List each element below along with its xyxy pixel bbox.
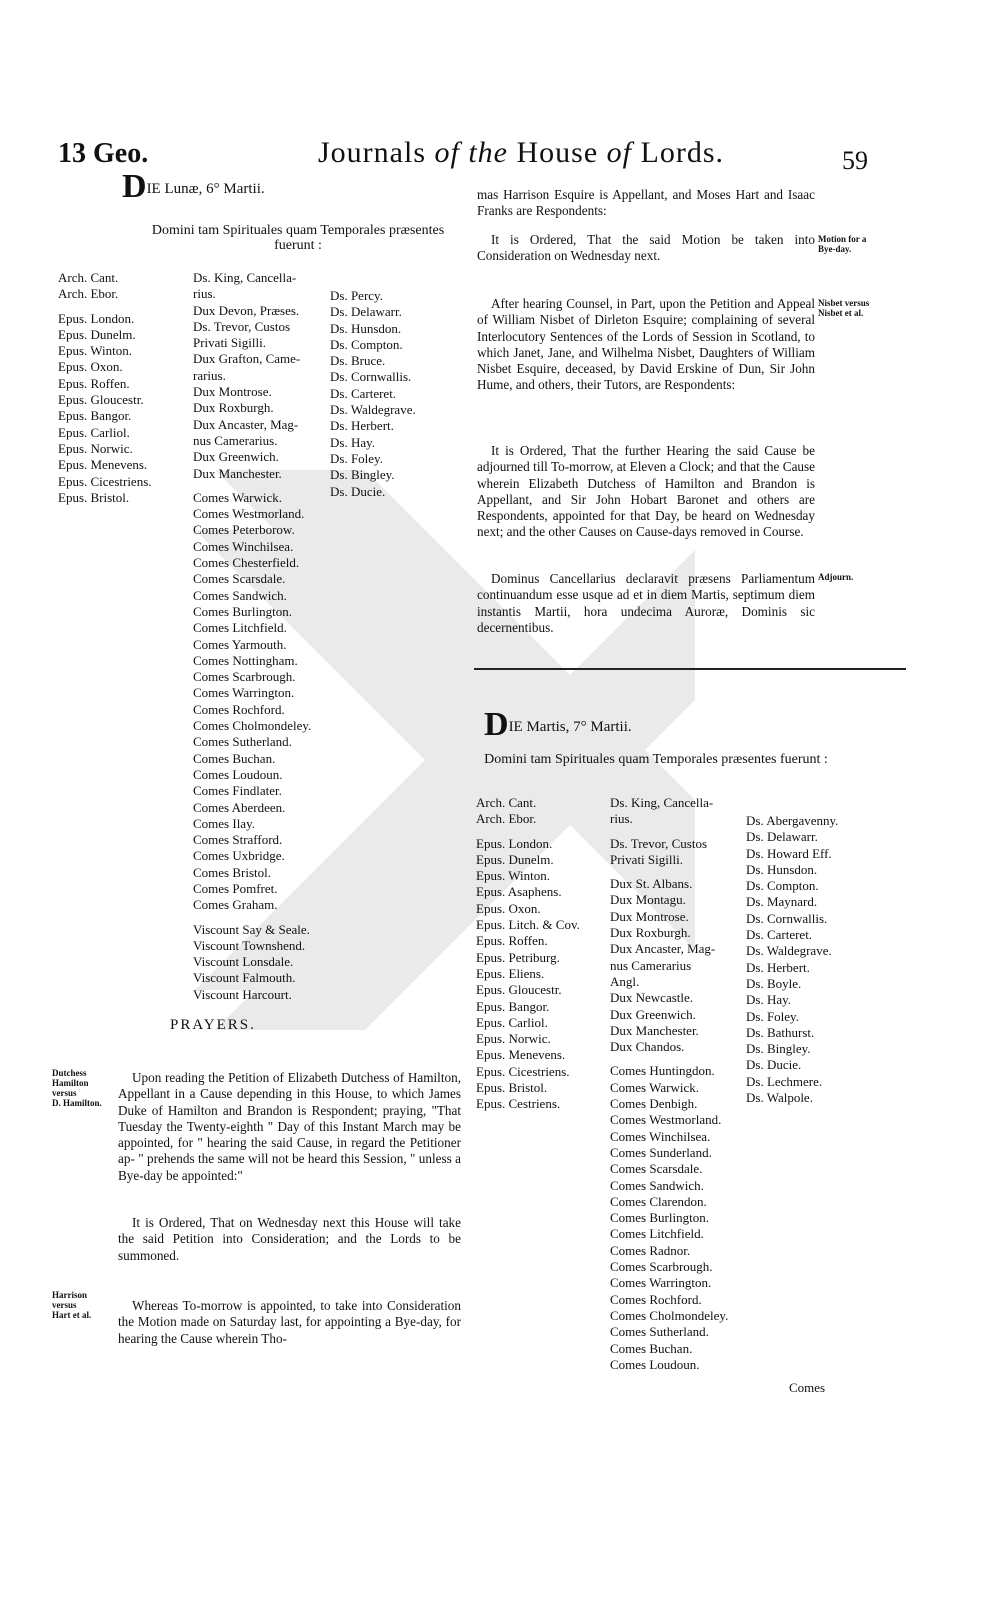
margin-note-line: Dutchess xyxy=(52,1068,87,1078)
title-word: Journals xyxy=(318,136,426,169)
drop-cap: D xyxy=(484,706,509,743)
attendee-entry: Comes Cholmondeley. xyxy=(610,1307,729,1323)
attendee-entry: Epus. Bangor. xyxy=(58,408,132,424)
attendee-entry: Dux Roxburgh. xyxy=(193,400,274,416)
attendee-entry: Ds. Maynard. xyxy=(746,894,818,910)
paragraph-text: It is Ordered, That the said Motion be taken into Consideration on Wednesday next. xyxy=(477,232,815,264)
attendee-entry: Epus. Dunelm. xyxy=(58,326,136,342)
attendee-entry: Epus. Winton. xyxy=(58,343,132,359)
attendee-entry: Arch. Cant. xyxy=(58,270,119,285)
paragraph-order-nisbet xyxy=(477,443,815,541)
title-word: of xyxy=(606,136,632,169)
attendee-entry: Ds. Bruce. xyxy=(330,353,386,369)
attendee-entry: Ds. Hay. xyxy=(330,434,376,450)
attendee-entry: Epus. Gloucestr. xyxy=(476,982,562,998)
attendee-entry: Epus. Eliens. xyxy=(476,965,545,981)
attendee-entry: Comes Loudoun. xyxy=(193,766,283,782)
margin-note-line: Harrison xyxy=(52,1290,87,1300)
paragraph-text: Dominus Cancellarius declaravit præsens Parliamentum continuandum esse usque ad et in diem Martis, septimum diem instantis Martii, hora undecima Auroræ, Dominis sic decernentibus. xyxy=(477,571,815,635)
attendee-entry: Ds. Hunsdon. xyxy=(746,861,818,877)
margin-note-hamilton xyxy=(52,1068,110,1108)
attendee-entry: Comes Winchilsea. xyxy=(610,1128,711,1144)
attendee-entry: Epus. Oxon. xyxy=(476,900,541,916)
attendee-entry: Comes Westmorland. xyxy=(610,1112,722,1128)
attendance-column-dukes-earls xyxy=(610,795,728,1373)
attendee-entry: Dux Grafton, Came- xyxy=(193,351,301,367)
attendee-entry: Ds. Abergavenny. xyxy=(746,813,839,828)
attendee-entry: Comes Chesterfield. xyxy=(193,555,300,571)
attendance-column-spiritual xyxy=(58,270,152,506)
attendee-entry: Angl. xyxy=(610,973,640,989)
attendee-entry: Ds. Waldegrave. xyxy=(330,402,416,418)
attendee-entry: Epus. Bristol. xyxy=(58,489,130,505)
attendee-entry: Dux Newcastle. xyxy=(610,990,694,1006)
attendee-entry: Ds. Trevor, Custos xyxy=(193,318,291,334)
attendee-entry: Epus. Carliol. xyxy=(476,1014,548,1030)
attendee-entry: Comes Burlington. xyxy=(610,1210,709,1226)
paragraph-text: It is Ordered, That the further Hearing the said Cause be adjourned till To-morrow, at Eleven a Clock; and that the Cause wherein Elizabeth Dutchess of Hamilton and Brandon is Appellant, and Sir John Hobart Baronet and others are Respondents, appointed for that Day, be heard on Wednesday next; and the other Causes on Cause-days removed in Course. xyxy=(477,443,815,540)
paragraph-text: Upon reading the Petition of Elizabeth Dutchess of Hamilton, Appellant in a Cause depending in this House, to which James Duke of Hamilton and Brandon is Respondent; praying, "That Tuesday the Twenty-eighth " Day of this Instant March may be appointed, for " hearing the said Cause, in regard the Petitioner ap- " prehends the same will not be heard this Session, " unless a Bye-day be appointed:" xyxy=(118,1070,461,1183)
paragraph-text: It is Ordered, That on Wednesday next this House will take the said Petition into Consideration; and the Lords to be summoned. xyxy=(118,1215,461,1263)
day-heading-martis xyxy=(484,706,632,743)
attendee-entry: Comes Ilay. xyxy=(193,815,255,831)
attendee-entry: Comes Clarendon. xyxy=(610,1193,707,1209)
page-number: 59 xyxy=(842,146,868,175)
attendee-entry: Ds. Foley. xyxy=(330,450,383,466)
attendee-entry: Dux Montrose. xyxy=(610,908,689,924)
attendee-entry: Ds. Compton. xyxy=(330,336,403,352)
attendee-entry: Viscount Lonsdale. xyxy=(193,954,294,970)
attendee-entry: Comes Rochford. xyxy=(610,1291,702,1307)
attendee-entry: Dux Montrose. xyxy=(193,384,272,400)
attendance-column-dukes-earls xyxy=(193,270,311,1003)
attendance-column-barons xyxy=(746,813,838,1106)
present-heading: Domini tam Spirituales quam Temporales præsentes fuerunt : xyxy=(484,752,828,767)
attendee-entry: Epus. London. xyxy=(58,310,135,326)
margin-note-line: D. Hamilton. xyxy=(52,1098,102,1108)
attendee-entry: Dux Manchester. xyxy=(610,1022,699,1038)
attendee-entry: Ds. Herbert. xyxy=(746,959,810,975)
attendee-entry: Epus. Asaphens. xyxy=(476,884,562,900)
attendee-entry: Dux Greenwich. xyxy=(193,449,279,465)
attendee-entry: Ds. Trevor, Custos xyxy=(610,835,708,851)
attendee-entry: Comes Aberdeen. xyxy=(193,799,286,815)
attendee-entry: Comes Litchfield. xyxy=(193,620,287,636)
prayers-heading: PRAYERS. xyxy=(170,1017,256,1033)
paragraph-text: mas Harrison Esquire is Appellant, and Moses Hart and Isaac Franks are Respondents: xyxy=(477,187,815,219)
page-title xyxy=(318,136,724,170)
attendee-entry: Ds. Delawarr. xyxy=(330,304,402,320)
attendee-entry: Comes Graham. xyxy=(193,897,278,913)
catchword: Comes xyxy=(789,1380,826,1395)
attendee-entry: Comes Burlington. xyxy=(193,603,292,619)
attendee-entry: Ds. Cornwallis. xyxy=(330,369,412,385)
attendee-entry: nus Camerarius. xyxy=(193,432,278,448)
attendee-entry: Ds. Ducie. xyxy=(330,483,386,499)
attendee-entry: Ds. Bingley. xyxy=(330,467,395,483)
day-heading-text: IE Lunæ, 6° Martii. xyxy=(146,181,265,197)
attendee-entry: Ds. Delawarr. xyxy=(746,829,818,845)
title-word: Lords. xyxy=(640,136,724,169)
margin-note-line: Adjourn. xyxy=(818,572,854,582)
attendee-entry: Comes Sutherland. xyxy=(610,1324,709,1340)
attendee-entry: Epus. Cestriens. xyxy=(476,1096,561,1112)
attendee-entry: Comes Huntingdon. xyxy=(610,1063,715,1079)
attendee-entry: Ds. Walpole. xyxy=(746,1090,813,1106)
attendee-entry: Comes Bristol. xyxy=(193,864,272,880)
attendee-entry: Ds. Hunsdon. xyxy=(330,320,402,336)
attendee-entry: Ds. Foley. xyxy=(746,1008,799,1024)
margin-note-line: Hamilton xyxy=(52,1078,89,1088)
attendee-entry: Comes Warrington. xyxy=(193,685,295,701)
header-regnal-year: 13 Geo. xyxy=(58,138,149,169)
title-word: the xyxy=(468,136,508,169)
margin-note-motion xyxy=(818,234,890,254)
attendee-entry: rius. xyxy=(193,286,216,302)
attendee-entry: Ds. Bathurst. xyxy=(746,1024,815,1040)
attendee-entry: Comes Rochford. xyxy=(193,701,285,717)
attendee-entry: Comes Peterborow. xyxy=(193,522,295,538)
attendance-column-spiritual xyxy=(476,795,580,1113)
attendee-entry: Ds. Carteret. xyxy=(330,385,397,401)
day-heading-lunae xyxy=(122,168,265,205)
margin-note-line: Nisbet versus xyxy=(818,298,870,308)
attendee-entry: Ds. Howard Eff. xyxy=(746,845,832,861)
paragraph-order-hamilton xyxy=(118,1215,461,1264)
attendee-entry: Comes Scarbrough. xyxy=(193,669,296,685)
margin-note-line: Bye-day. xyxy=(818,244,852,254)
margin-note-line: versus xyxy=(52,1088,77,1098)
paragraph-petition-hamilton xyxy=(118,1070,461,1184)
attendee-entry: Comes Denbigh. xyxy=(610,1096,698,1112)
attendee-entry: Arch. Ebor. xyxy=(58,286,119,302)
attendee-entry: Epus. Cicestriens. xyxy=(58,473,152,489)
attendee-entry: Epus. Gloucestr. xyxy=(58,392,144,408)
attendee-entry: Dux St. Albans. xyxy=(610,876,693,892)
attendee-entry: Ds. King, Cancella- xyxy=(610,795,714,810)
attendee-entry: Epus. Norwic. xyxy=(58,440,133,456)
attendee-entry: Dux Greenwich. xyxy=(610,1006,696,1022)
attendee-entry: Comes Radnor. xyxy=(610,1242,691,1258)
attendee-entry: Ds. Ducie. xyxy=(746,1057,802,1073)
attendee-entry: Ds. Herbert. xyxy=(330,418,394,434)
margin-note-harrison xyxy=(52,1290,110,1320)
attendee-entry: Epus. Bangor. xyxy=(476,998,550,1014)
attendee-entry: Comes Scarsdale. xyxy=(193,571,286,587)
attendee-entry: Ds. Bingley. xyxy=(746,1041,811,1057)
attendee-entry: Ds. Waldegrave. xyxy=(746,943,832,959)
attendee-entry: Dux Montagu. xyxy=(610,892,686,908)
attendee-entry: Ds. Carteret. xyxy=(746,927,813,943)
attendee-entry: Comes Sandwich. xyxy=(610,1177,704,1193)
attendee-entry: Dux Ancaster, Mag- xyxy=(610,941,716,957)
attendee-entry: Comes Findlater. xyxy=(193,783,282,799)
attendee-entry: Epus. Bristol. xyxy=(476,1080,548,1096)
paragraph-text: Whereas To-morrow is appointed, to take into Consideration the Motion made on Saturday last, for appointing a Bye-day, for hearing the Cause wherein Tho- xyxy=(118,1298,461,1346)
attendee-entry: Epus. Litch. & Cov. xyxy=(476,917,580,933)
attendee-entry: Viscount Townshend. xyxy=(193,937,306,953)
paragraph-adjournment xyxy=(477,571,815,636)
margin-note-nisbet xyxy=(818,298,890,318)
attendee-entry: rius. xyxy=(610,811,633,827)
attendee-entry: Dux Devon, Præses. xyxy=(193,302,300,318)
attendee-entry: Epus. Roffen. xyxy=(58,375,130,391)
attendee-entry: Viscount Say & Seale. xyxy=(193,921,310,937)
attendee-entry: Comes Litchfield. xyxy=(610,1226,704,1242)
attendee-entry: Epus. Winton. xyxy=(476,868,550,884)
attendee-entry: Comes Westmorland. xyxy=(193,506,305,522)
margin-note-line: Nisbet et al. xyxy=(818,308,864,318)
attendee-entry: Epus. Dunelm. xyxy=(476,851,554,867)
attendee-entry: Comes Buchan. xyxy=(193,750,276,766)
attendee-entry: Comes Scarbrough. xyxy=(610,1259,713,1275)
attendee-entry: Dux Chandos. xyxy=(610,1039,685,1055)
attendee-entry: Comes Sutherland. xyxy=(193,734,292,750)
attendee-entry: Viscount Harcourt. xyxy=(193,986,292,1002)
margin-note-line: Motion for a xyxy=(818,234,867,244)
paragraph-nisbet-appeal xyxy=(477,296,815,394)
attendee-entry: Epus. Norwic. xyxy=(476,1031,551,1047)
attendee-entry: Comes Uxbridge. xyxy=(193,848,285,864)
attendee-entry: Comes Scarsdale. xyxy=(610,1161,703,1177)
attendee-entry: Epus. London. xyxy=(476,835,553,851)
section-divider xyxy=(474,668,906,670)
attendee-entry: Comes Pomfret. xyxy=(193,880,278,896)
attendee-entry: Arch. Cant. xyxy=(476,795,537,810)
attendee-entry: Comes Loudoun. xyxy=(610,1356,700,1372)
attendee-entry: Epus. Cicestriens. xyxy=(476,1063,570,1079)
attendee-entry: rarius. xyxy=(193,367,226,383)
attendee-entry: Privati Sigilli. xyxy=(193,335,266,351)
attendee-entry: Viscount Falmouth. xyxy=(193,970,296,986)
margin-note-line: versus xyxy=(52,1300,77,1310)
paragraph-order-motion xyxy=(477,232,815,265)
attendance-column-barons xyxy=(330,288,416,500)
attendee-entry: Ds. Percy. xyxy=(330,288,383,303)
attendee-entry: Comes Warrington. xyxy=(610,1275,712,1291)
attendee-entry: Comes Yarmouth. xyxy=(193,636,287,652)
attendee-entry: Comes Sandwich. xyxy=(193,587,287,603)
margin-note-adjourn xyxy=(818,572,890,582)
present-heading: Domini tam Spirituales quam Temporales præsentes fuerunt : xyxy=(151,223,445,253)
attendee-entry: Comes Sunderland. xyxy=(610,1144,712,1160)
attendee-entry: Privati Sigilli. xyxy=(610,851,683,867)
attendee-entry: Ds. Hay. xyxy=(746,992,792,1008)
paragraph-whereas-harrison xyxy=(118,1298,461,1347)
drop-cap: D xyxy=(122,168,147,205)
attendee-entry: Comes Strafford. xyxy=(193,832,283,848)
attendee-entry: nus Camerarius xyxy=(610,957,692,973)
attendee-entry: Epus. Menevens. xyxy=(58,457,148,473)
attendee-entry: Comes Warwick. xyxy=(193,489,282,505)
attendee-entry: Comes Cholmondeley. xyxy=(193,718,312,734)
attendee-entry: Epus. Menevens. xyxy=(476,1047,566,1063)
title-word: House xyxy=(516,136,599,169)
attendee-entry: Ds. King, Cancella- xyxy=(193,270,297,285)
paragraph-text: After hearing Counsel, in Part, upon the Petition and Appeal of William Nisbet of Dirleton Esquire; complaining of several Interlocutory Sentences of the Lords of Session in Scotland, to which Janet, Jane, and Wilhelma Nisbet, Daughters of William Nisbet Esquire, deceased, by David Erskine of Dun, Sir John Hume, and others, their Tutors, are Respondents: xyxy=(477,296,815,393)
attendee-entry: Comes Warwick. xyxy=(610,1079,699,1095)
attendee-entry: Ds. Cornwallis. xyxy=(746,910,828,926)
attendee-entry: Ds. Boyle. xyxy=(746,975,802,991)
attendee-entry: Ds. Compton. xyxy=(746,878,819,894)
attendee-entry: Dux Roxburgh. xyxy=(610,925,691,941)
attendee-entry: Epus. Carliol. xyxy=(58,424,130,440)
attendee-entry: Comes Buchan. xyxy=(610,1340,693,1356)
attendee-entry: Ds. Lechmere. xyxy=(746,1073,823,1089)
attendee-entry: Dux Manchester. xyxy=(193,465,282,481)
attendee-entry: Epus. Roffen. xyxy=(476,933,548,949)
attendee-entry: Epus. Oxon. xyxy=(58,359,123,375)
margin-note-line: Hart et al. xyxy=(52,1310,92,1320)
attendee-entry: Epus. Petriburg. xyxy=(476,949,560,965)
day-heading-text: IE Martis, 7° Martii. xyxy=(508,719,632,735)
attendee-entry: Comes Nottingham. xyxy=(193,652,298,668)
attendee-entry: Comes Winchilsea. xyxy=(193,538,294,554)
attendee-entry: Dux Ancaster, Mag- xyxy=(193,416,299,432)
attendee-entry: Arch. Ebor. xyxy=(476,811,537,827)
title-word: of xyxy=(434,136,460,169)
paragraph-harrison-cont xyxy=(477,187,815,220)
